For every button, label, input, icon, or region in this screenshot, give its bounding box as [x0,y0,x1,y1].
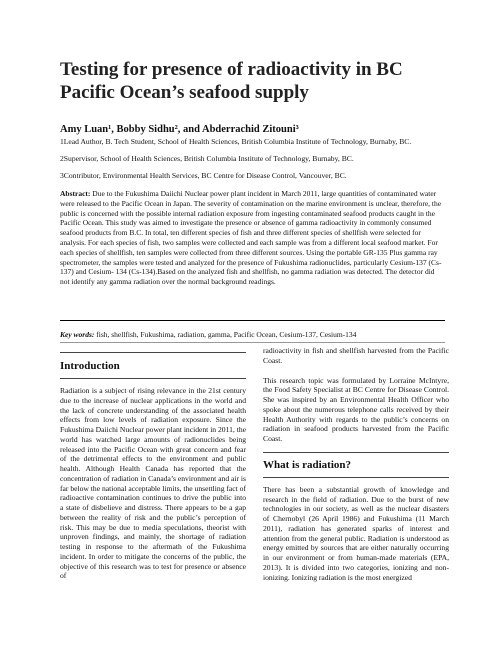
keywords-text: fish, shellfish, Fukushima, radiation, gamma, Pacific Ocean, Cesium-137, Cesium-134 [96,330,357,339]
affiliation-2: 2Supervisor, School of Health Sciences, British Columbia Institute of Technology, Burnaby, BC. [60,154,354,163]
keywords [60,330,445,340]
left-column [60,352,246,581]
introduction-continuation: radioactivity in fish and shellfish harvested from the Pacific Coast. [263,346,449,365]
keywords-divider [60,342,445,343]
affiliation-1: 1Lead Author, B. Tech Student, School of Health Sciences, British Columbia Institute of Technology, Burnaby, BC. [60,137,412,146]
section-rule-bottom [263,477,449,478]
abstract-label: Abstract: [60,189,91,198]
radiation-paragraph: There has been a substantial growth of knowledge and research in the field of radiation. Due to the burst of new technologies in our society, as well as the nuclear disasters of Chernobyl (26 April 1986) and Fukushima (11 March 2011), radiation has generated sparks of interest and attention from the general public. Radiation is understood as energy emitted by sources that are either naturally occurring in our environment or from human-made materials (EPA, 2013). It is divided into two categories, ionizing and non-ionizing. Ionizing radiation is the most energized [263,484,449,582]
introduction-paragraph: Radiation is a subject of rising relevance in the 21st century due to the increase of nuclear applications in the world and the lack of concrete understanding of the associated health effects from low levels of radiation exposure. Since the Fukushima Daiichi Nuclear power plant incident in 2011, the world has watched large amounts of radionuclides being released into the Pacific Ocean with great concern and fear of the detrimental effects to the environment and public health. Although Health Canada has reported that the concentration of radiation in Canada’s environment and air is far below the national acceptable limits, the unsettling fact of radioactive contamination continues to drive the public into a state of disbelieve and distress. There appears to be a gap between the reality of risk and the public’s perception of risk. This may be due to media speculations, theorist with unproven findings, and mainly, the shortage of radiation testing in response to the aftermath of the Fukushima incident. In order to mitigate the concerns of the public, the objective of this research was to test for presence or absence of [60,386,246,581]
abstract-text: Due to the Fukushima Daiichi Nuclear power plant incident in March 2011, large quantities of contaminated water were released to the Pacific Ocean in Japan. The severity of contamination on the marine environment is unclear, therefore, the public is concerned with the possible internal radiation exposure from ingesting contaminated seafood products caught in the Pacific Ocean. This study was aimed to investigate the presence or absence of gamma radioactivity in commonly consumed seafood products from B.C. In total, ten different species of fish and three different species of shellfish were selected for analysis. For each species of fish, two samples were collected and each sample was from a different local seafood market. For each species of shellfish, ten samples were collected from three different sources. Using the portable GR-135 Plus gamma ray spectrometer, the samples were tested and analyzed for the presence of Fukushima radionuclides, particularly Cesium-137 (Cs-137) and Cesium- 134 (Cs-134).Based on the analyzed fish and shellfish, no gamma radiation was detected. The detector did not identify any gamma radiation over the normal background readings. [60,189,442,287]
author-list: Amy Luan¹, Bobby Sidhu², and Abderrachid Zitouni³ [60,124,299,135]
section-rule-bottom [60,378,246,379]
abstract-divider [60,320,445,321]
section-rule-top [263,452,449,453]
research-topic-paragraph: This research topic was formulated by Lorraine McIntyre, the Food Safety Specialist at BC Centre for Disease Control. She was inspired by an Environmental Health Officer who spoke about the numerous telephone calls received by their Health Authority with regards to the public’s concerns on radiation in seafood products harvested from the Pacific Coast. [263,375,449,443]
what-is-radiation-heading: What is radiation? [263,458,352,471]
section-rule-top [60,352,246,353]
affiliation-3: 3Contributor, Environmental Health Services, BC Centre for Disease Control, Vancouver, BC. [60,171,347,180]
keywords-label: Key words: [60,330,95,339]
right-column [263,346,449,582]
paper-title: Testing for presence of radioactivity in BC Pacific Ocean’s seafood supply [60,59,403,103]
abstract [60,189,445,287]
introduction-heading: Introduction [60,360,120,372]
